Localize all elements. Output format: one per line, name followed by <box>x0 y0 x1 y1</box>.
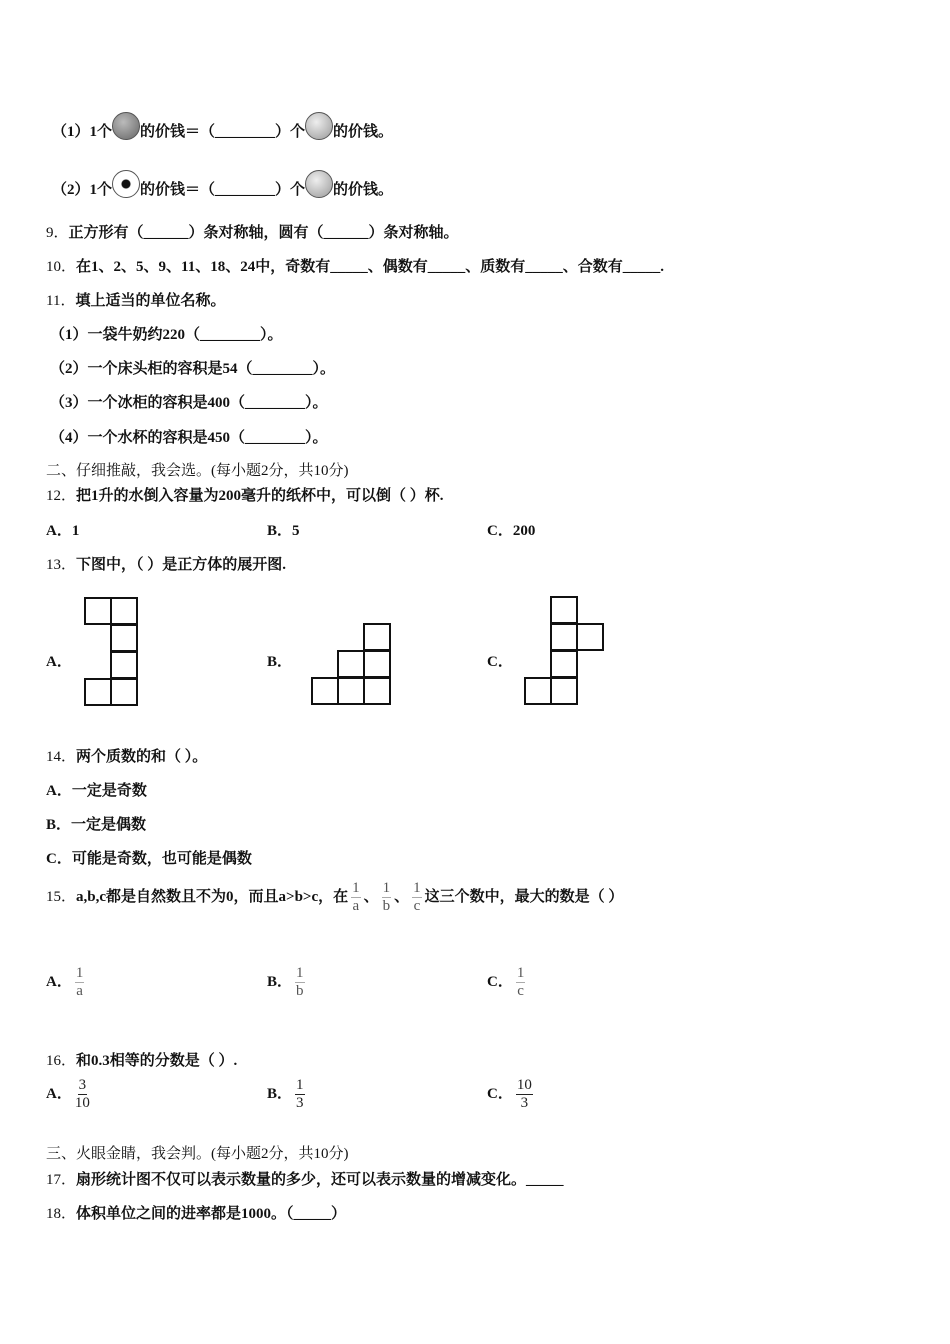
question-text: 填上适当的单位名称。 <box>75 293 226 309</box>
q8-line-2 <box>52 170 393 199</box>
question-14 <box>46 745 207 766</box>
question-text: 把1升的水倒入容量为200毫升的纸杯中，可以倒（ ）杯. <box>76 488 444 504</box>
option-b: B．5 <box>267 523 300 539</box>
numerator: 1 <box>382 880 391 896</box>
question-9 <box>46 221 459 242</box>
denominator: c <box>413 898 421 914</box>
question-text: 体积单位之间的进率都是1000。（_____） <box>76 1206 347 1222</box>
question-text: a,b,c都是自然数且不为0，而且a>b>c，在 <box>76 888 349 905</box>
option-c <box>487 1077 536 1112</box>
option-b <box>267 1077 308 1112</box>
question-12 <box>46 484 444 505</box>
q11-item: （4）一个水杯的容积是450（________）。 <box>50 430 328 446</box>
volleyball-icon <box>305 170 333 198</box>
net-square <box>110 624 138 652</box>
numerator: 1 <box>352 880 360 896</box>
question-number: 16． <box>46 1053 77 1069</box>
denominator: 3 <box>520 1095 529 1111</box>
question-text: 在1、2、5、9、11、18、24中，奇数有_____、偶数有_____、质数有_____、合数有_____. <box>76 259 664 275</box>
volleyball-icon <box>305 112 333 140</box>
option-c: C．可能是奇数，也可能是偶数 <box>46 851 252 867</box>
option-label: A． <box>46 973 72 990</box>
net-square <box>337 677 365 705</box>
question-18 <box>46 1202 346 1223</box>
net-square <box>550 650 578 678</box>
question-number: 18． <box>46 1206 77 1222</box>
fraction <box>516 965 526 1000</box>
numerator: 1 <box>75 965 84 981</box>
fraction <box>351 880 361 915</box>
separator: 、 <box>363 888 379 905</box>
option-label: B． <box>267 1085 293 1102</box>
option-label: C． <box>487 1085 513 1102</box>
text: 的价钱＝（________）个 <box>140 182 306 198</box>
option-c: C．200 <box>487 523 536 539</box>
question-number: 14． <box>46 749 77 765</box>
denominator: a <box>76 983 83 999</box>
soccer-ball-icon <box>112 170 140 198</box>
fraction <box>382 880 392 915</box>
fraction <box>516 1077 533 1112</box>
denominator: b <box>296 983 304 999</box>
question-17 <box>46 1168 564 1189</box>
numerator: 1 <box>413 880 421 896</box>
question-number: 13． <box>46 557 77 573</box>
denominator: b <box>382 898 391 914</box>
separator: 、 <box>394 888 410 905</box>
q8-line-1 <box>52 112 393 141</box>
net-square <box>363 623 391 651</box>
question-text: 这三个数中，最大的数是（ ） <box>424 888 624 905</box>
option-a: A．一定是奇数 <box>46 783 147 799</box>
net-square <box>550 623 578 651</box>
net-square <box>110 678 138 706</box>
denominator: a <box>352 898 360 914</box>
net-square <box>550 677 578 705</box>
option-a <box>46 965 87 1000</box>
denominator: c <box>517 983 524 999</box>
net-square <box>110 597 138 625</box>
numerator: 10 <box>516 1077 532 1093</box>
question-number: 17． <box>46 1172 77 1188</box>
net-square <box>84 597 112 625</box>
net-square <box>363 677 391 705</box>
numerator: 1 <box>296 965 304 981</box>
net-square <box>84 678 112 706</box>
option-c <box>487 965 528 1000</box>
denominator: 3 <box>296 1095 304 1111</box>
question-number: 15． <box>46 888 77 905</box>
option-label: C． <box>487 973 513 990</box>
fraction <box>75 1077 90 1112</box>
q11-item: （2）一个床头柜的容积是54（________）。 <box>50 361 336 377</box>
numerator: 1 <box>296 1077 304 1093</box>
net-square <box>524 677 552 705</box>
net-square <box>110 651 138 679</box>
question-10 <box>46 255 664 276</box>
text: （1）1个 <box>52 124 113 140</box>
question-13 <box>46 553 286 574</box>
option-a: A． <box>46 654 72 670</box>
fraction <box>75 965 85 1000</box>
numerator: 3 <box>78 1077 87 1093</box>
question-number: 9． <box>46 225 69 241</box>
question-11 <box>46 289 225 310</box>
question-number: 11． <box>46 293 76 309</box>
numerator: 1 <box>516 965 525 981</box>
net-square <box>311 677 339 705</box>
net-square <box>550 596 578 624</box>
text: 的价钱。 <box>333 182 394 198</box>
option-c: C． <box>487 654 513 670</box>
net-square <box>363 650 391 678</box>
q11-item: （3）一个冰柜的容积是400（________）。 <box>50 395 328 411</box>
text: （2）1个 <box>52 182 113 198</box>
question-text: 两个质数的和（ ）。 <box>76 749 208 765</box>
question-text: 正方形有（______）条对称轴，圆有（______）条对称轴。 <box>68 225 459 241</box>
q11-item: （1）一袋牛奶约220（________）。 <box>50 327 283 343</box>
section-heading: 二、仔细推敲，我会选。(每小题2分，共10分) <box>46 463 349 479</box>
question-text: 扇形统计图不仅可以表示数量的多少，还可以表示数量的增减变化。_____ <box>76 1172 564 1188</box>
question-text: 和0.3相等的分数是（ ）. <box>76 1053 238 1069</box>
option-a <box>46 1077 93 1112</box>
option-b: B． <box>267 654 293 670</box>
denominator: 10 <box>74 1095 90 1111</box>
fraction <box>295 965 305 1000</box>
net-square <box>337 650 365 678</box>
option-b <box>267 965 308 1000</box>
question-15 <box>46 880 623 915</box>
text: 的价钱。 <box>333 124 394 140</box>
basketball-icon <box>112 112 140 140</box>
section-heading: 三、火眼金睛，我会判。(每小题2分，共10分) <box>46 1146 349 1162</box>
net-square <box>576 623 604 651</box>
fraction <box>412 880 422 915</box>
fraction <box>295 1077 305 1112</box>
question-16 <box>46 1049 237 1070</box>
question-number: 12． <box>46 488 77 504</box>
text: 的价钱＝（________）个 <box>140 124 306 140</box>
option-label: B． <box>267 973 293 990</box>
option-label: A． <box>46 1085 72 1102</box>
option-a: A．1 <box>46 523 80 539</box>
question-number: 10． <box>46 259 77 275</box>
option-b: B．一定是偶数 <box>46 817 147 833</box>
question-text: 下图中，（ ）是正方体的展开图. <box>76 557 287 573</box>
